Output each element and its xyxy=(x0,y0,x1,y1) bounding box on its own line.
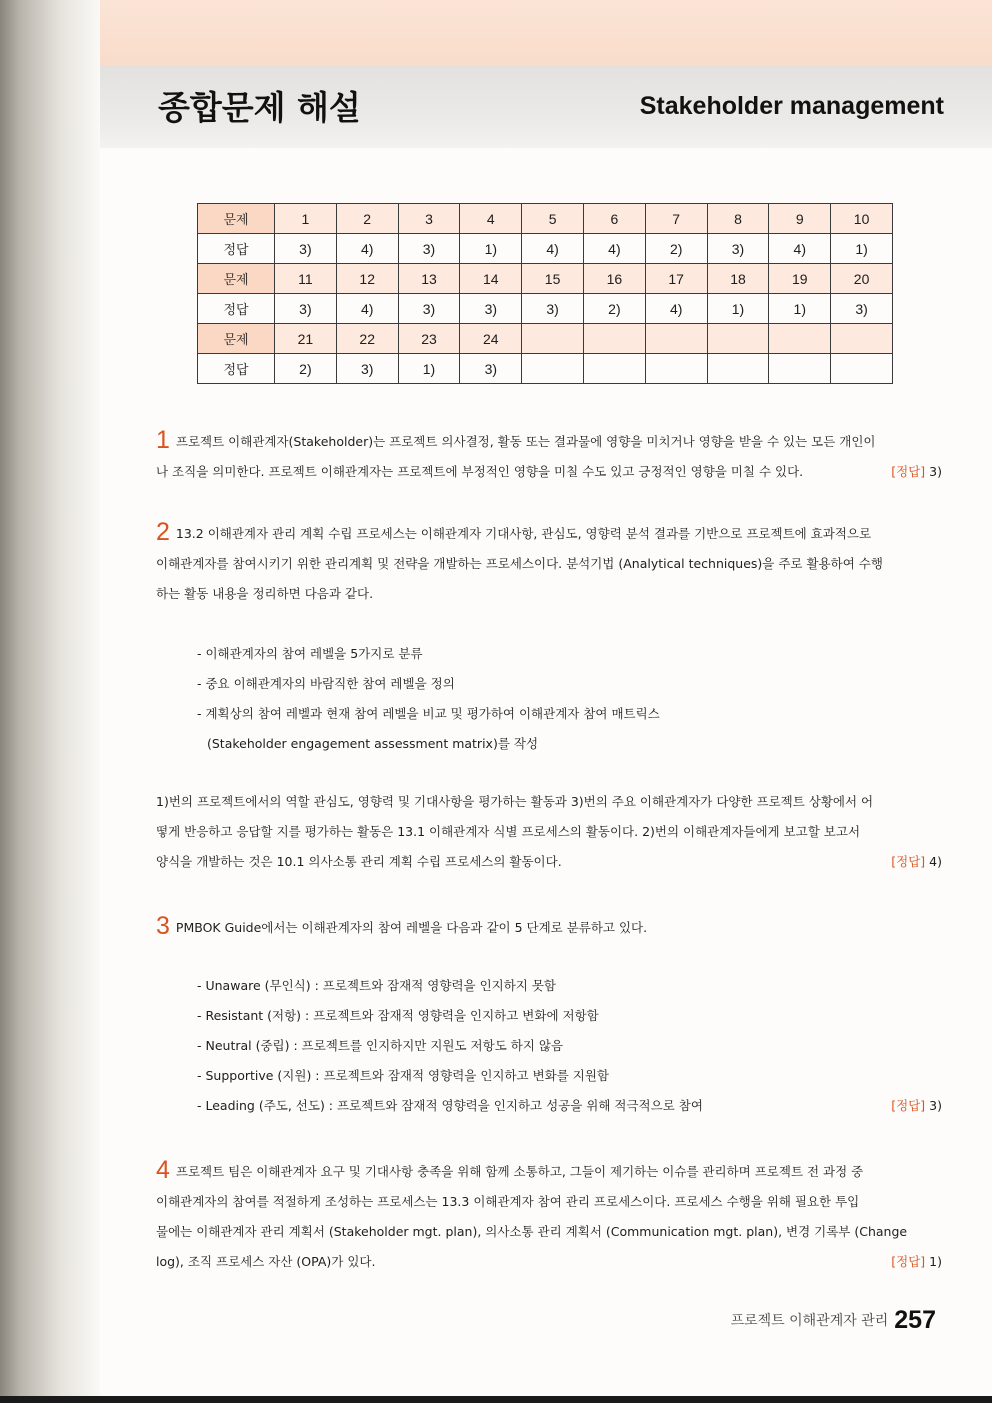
question-cell: 16 xyxy=(583,264,645,294)
line xyxy=(156,1247,942,1277)
answer-mark-label: [정답] xyxy=(891,464,926,479)
question-cell: 15 xyxy=(522,264,584,294)
answer-cell: 3) xyxy=(831,294,893,324)
item-number: 1 xyxy=(156,426,170,454)
answer-cell: 2) xyxy=(645,234,707,264)
answer-cell: 1) xyxy=(460,234,522,264)
bullet-item xyxy=(197,1091,942,1121)
page-title: 종합문제 해설 xyxy=(158,88,361,127)
answer-cell: 4) xyxy=(336,294,398,324)
bullet-item: (Stakeholder engagement assessment matrix)를 작성 xyxy=(207,736,539,751)
bottom-edge xyxy=(0,1396,992,1403)
answer-label: 정답 xyxy=(198,234,275,264)
book-spine-shadow xyxy=(0,0,100,1403)
answer-cell: 3) xyxy=(336,354,398,384)
answer-mark-value: 3) xyxy=(929,464,942,479)
answer-row xyxy=(198,294,893,324)
answer-row xyxy=(198,354,893,384)
answer-cell: 1) xyxy=(707,294,769,324)
question-row xyxy=(198,264,893,294)
text: - Leading (주도, 선도) : 프로젝트와 잠재적 영향력을 인지하고 성공을 위해 적극적으로 참여 xyxy=(197,1098,703,1113)
item-number: 2 xyxy=(156,518,170,546)
answer-cell xyxy=(583,354,645,384)
question-cell: 9 xyxy=(769,204,831,234)
question-cell xyxy=(522,324,584,354)
answer-cell: 3) xyxy=(460,354,522,384)
explanation-4 xyxy=(156,1157,942,1277)
explanation-1 xyxy=(156,427,942,487)
answer-label: 정답 xyxy=(198,294,275,324)
explanation-3-bullets xyxy=(197,971,942,1121)
answer-cell xyxy=(831,354,893,384)
bullet-item: - 계획상의 참여 레벨과 현재 참여 레벨을 비교 및 평가하여 이해관계자 참여 매트릭스 xyxy=(197,706,660,721)
explanation-2 xyxy=(156,519,942,609)
line xyxy=(156,787,942,817)
question-cell: 2 xyxy=(336,204,398,234)
question-label: 문제 xyxy=(198,324,275,354)
question-cell: 1 xyxy=(275,204,337,234)
text: 1)번의 프로젝트에서의 역할 관심도, 영향력 및 기대사항을 평가하는 활동과 3)번의 주요 이해관계자가 다양한 프로젝트 상황에서 어 xyxy=(156,794,874,809)
question-cell: 21 xyxy=(275,324,337,354)
page-number: 257 xyxy=(894,1306,936,1334)
question-cell: 8 xyxy=(707,204,769,234)
text: 하는 활동 내용을 정리하면 다음과 같다. xyxy=(156,586,374,601)
explanation-2-detail xyxy=(156,787,942,877)
text: 이해관계자의 참여를 적절하게 조성하는 프로세스는 13.3 이해관계자 참여 관리 프로세스이다. 프로세스 수행을 위해 필요한 투입 xyxy=(156,1194,860,1209)
chapter-title: Stakeholder management xyxy=(639,92,944,120)
question-cell: 10 xyxy=(831,204,893,234)
bullet-item: - Supportive (지원) : 프로젝트와 잠재적 영향력을 인지하고 변화를 지원함 xyxy=(197,1068,610,1083)
answer-mark xyxy=(891,457,942,487)
text: PMBOK Guide에서는 이해관계자의 참여 레벨을 다음과 같이 5 단계로 분류하고 있다. xyxy=(175,920,648,935)
answer-cell xyxy=(707,354,769,384)
question-label: 문제 xyxy=(198,204,275,234)
answer-cell: 2) xyxy=(275,354,337,384)
bullet-item: - Resistant (저항) : 프로젝트와 잠재적 영향력을 인지하고 변화에 저항함 xyxy=(197,1008,599,1023)
text: 물에는 이해관계자 관리 계획서 (Stakeholder mgt. plan), 의사소통 관리 계획서 (Communication mgt. plan), 변경 기록부 (Change xyxy=(156,1224,908,1239)
answer-cell xyxy=(645,354,707,384)
answer-cell: 3) xyxy=(275,294,337,324)
line xyxy=(156,549,942,579)
line xyxy=(156,913,942,943)
question-cell xyxy=(583,324,645,354)
line xyxy=(156,817,942,847)
question-cell: 11 xyxy=(275,264,337,294)
answer-cell: 2) xyxy=(583,294,645,324)
answer-row xyxy=(198,234,893,264)
text: log), 조직 프로세스 자산 (OPA)가 있다. xyxy=(156,1254,376,1269)
page-header xyxy=(100,66,992,148)
question-cell: 22 xyxy=(336,324,398,354)
line xyxy=(156,427,942,457)
bullet-item: - 이해관계자의 참여 레벨을 5가지로 분류 xyxy=(197,646,423,661)
line xyxy=(156,457,942,487)
item-number: 4 xyxy=(156,1156,170,1184)
answer-cell: 1) xyxy=(769,294,831,324)
question-cell xyxy=(769,324,831,354)
bullet-item: - Neutral (중립) : 프로젝트를 인지하지만 지원도 저항도 하지 않음 xyxy=(197,1038,564,1053)
bullet-item: - Unaware (무인식) : 프로젝트와 잠재적 영향력을 인지하지 못함 xyxy=(197,978,557,993)
question-cell: 19 xyxy=(769,264,831,294)
text: 나 조직을 의미한다. 프로젝트 이해관계자는 프로젝트에 부정적인 영향을 미칠 수도 있고 긍정적인 영향을 미칠 수 있다. xyxy=(156,464,804,479)
answer-cell: 3) xyxy=(522,294,584,324)
answer-cell: 3) xyxy=(707,234,769,264)
page-footer xyxy=(731,1306,936,1335)
answer-table xyxy=(197,203,893,384)
question-cell: 13 xyxy=(398,264,460,294)
answer-cell: 4) xyxy=(336,234,398,264)
answer-cell xyxy=(769,354,831,384)
text: 프로젝트 이해관계자(Stakeholder)는 프로젝트 의사결정, 활동 또는 결과물에 영향을 미치거나 영향을 받을 수 있는 모든 개인이 xyxy=(175,434,876,449)
question-cell xyxy=(645,324,707,354)
explanation-2-bullets xyxy=(197,639,942,759)
question-cell xyxy=(707,324,769,354)
answer-mark xyxy=(891,1091,942,1121)
answer-cell: 3) xyxy=(398,294,460,324)
text: 13.2 이해관계자 관리 계획 수립 프로세스는 이해관계자 기대사항, 관심도, 영향력 분석 결과를 기반으로 프로젝트에 효과적으로 xyxy=(175,526,872,541)
text: 양식을 개발하는 것은 10.1 의사소통 관리 계획 수립 프로세스의 활동이다. xyxy=(156,854,562,869)
bullet-item: - 중요 이해관계자의 바람직한 참여 레벨을 정의 xyxy=(197,676,455,691)
answer-cell: 4) xyxy=(645,294,707,324)
text: 떻게 반응하고 응답할 지를 평가하는 활동은 13.1 이해관계자 식별 프로세스의 활동이다. 2)번의 이해관계자들에게 보고할 보고서 xyxy=(156,824,861,839)
question-row xyxy=(198,324,893,354)
question-cell: 3 xyxy=(398,204,460,234)
line xyxy=(156,847,942,877)
answer-cell xyxy=(522,354,584,384)
answer-cell: 4) xyxy=(583,234,645,264)
answer-cell: 4) xyxy=(769,234,831,264)
answer-label: 정답 xyxy=(198,354,275,384)
answer-cell: 1) xyxy=(831,234,893,264)
answer-mark xyxy=(891,847,942,877)
answer-cell: 4) xyxy=(522,234,584,264)
text: 프로젝트 팀은 이해관계자 요구 및 기대사항 충족을 위해 함께 소통하고, 그들이 제기하는 이슈를 관리하며 프로젝트 전 과정 중 xyxy=(175,1164,864,1179)
question-cell: 17 xyxy=(645,264,707,294)
question-cell: 7 xyxy=(645,204,707,234)
question-cell: 6 xyxy=(583,204,645,234)
answer-mark-label: [정답] xyxy=(891,854,926,869)
line xyxy=(156,1217,942,1247)
question-label: 문제 xyxy=(198,264,275,294)
question-cell: 12 xyxy=(336,264,398,294)
answer-mark xyxy=(891,1247,942,1277)
question-cell: 20 xyxy=(831,264,893,294)
explanation-3 xyxy=(156,913,942,943)
answer-cell: 1) xyxy=(398,354,460,384)
question-cell: 18 xyxy=(707,264,769,294)
question-cell: 5 xyxy=(522,204,584,234)
question-cell xyxy=(831,324,893,354)
line xyxy=(156,1157,942,1187)
answer-cell: 3) xyxy=(398,234,460,264)
answer-cell: 3) xyxy=(460,294,522,324)
line xyxy=(156,579,942,609)
question-cell: 4 xyxy=(460,204,522,234)
answer-cell: 3) xyxy=(275,234,337,264)
answer-mark-value: 1) xyxy=(929,1254,942,1269)
answer-mark-value: 4) xyxy=(929,854,942,869)
line xyxy=(156,1187,942,1217)
answer-mark-label: [정답] xyxy=(891,1098,926,1113)
question-cell: 23 xyxy=(398,324,460,354)
line xyxy=(156,519,942,549)
answer-mark-value: 3) xyxy=(929,1098,942,1113)
footer-chapter: 프로젝트 이해관계자 관리 xyxy=(730,1313,889,1329)
item-number: 3 xyxy=(156,912,170,940)
text: 이해관계자를 참여시키기 위한 관리계획 및 전략을 개발하는 프로세스이다. 분석기법 (Analytical techniques)을 주로 활용하여 수행 xyxy=(156,556,883,571)
answer-mark-label: [정답] xyxy=(891,1254,926,1269)
top-color-band xyxy=(100,0,992,66)
question-cell: 24 xyxy=(460,324,522,354)
question-cell: 14 xyxy=(460,264,522,294)
question-row xyxy=(198,204,893,234)
